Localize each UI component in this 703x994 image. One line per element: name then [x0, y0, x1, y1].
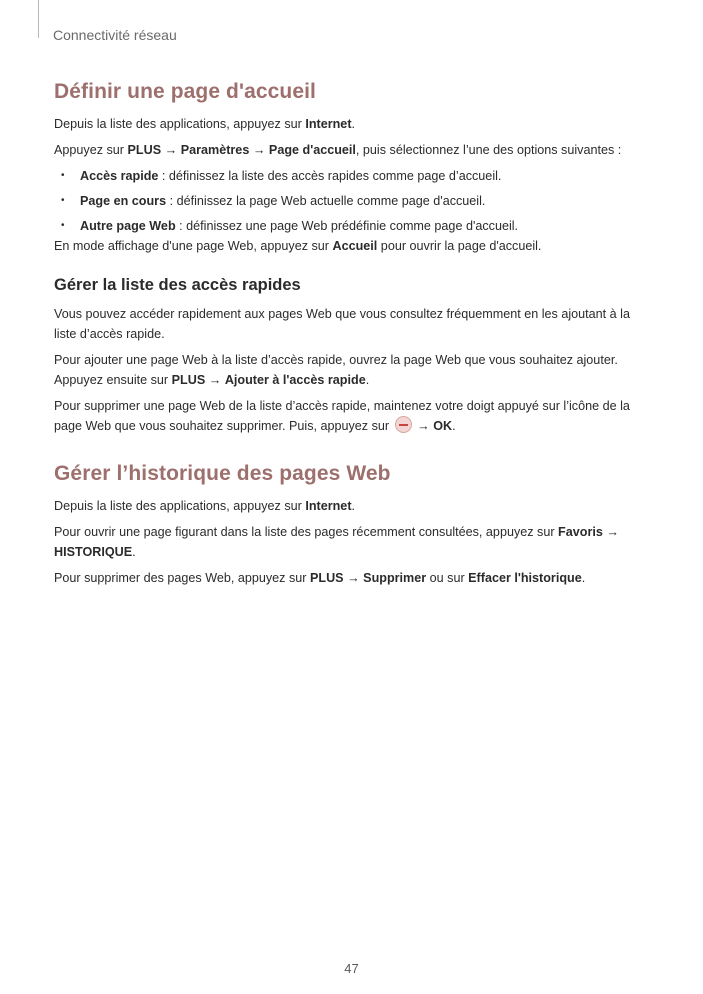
paragraph: Pour ouvrir une page figurant dans la liste des pages récemment consultées, appuyez sur Favoris → HISTORIQUE.	[54, 525, 619, 559]
paragraph: Pour ajouter une page Web à la liste d’accès rapide, ouvrez la page Web que vous souhaitez ajouter. Appuyez ensuite sur PLUS → Ajouter à l'accès rapide.	[54, 353, 618, 387]
paragraph: Depuis la liste des applications, appuyez sur Internet.	[54, 499, 356, 513]
paragraph: Vous pouvez accéder rapidement aux pages Web que vous consultez fréquemment en les ajoutant à la liste d’accès rapide.	[54, 307, 630, 341]
paragraph: En mode affichage d'une page Web, appuyez sur Accueil pour ouvrir la page d'accueil.	[54, 239, 542, 253]
paragraph: Pour supprimer une page Web de la liste d’accès rapide, maintenez votre doigt appuyé sur l’icône de la page Web que vous souhaitez supprimer. Puis, appuyez sur → OK.	[54, 399, 630, 433]
running-header: Connectivité réseau	[53, 27, 177, 43]
list-item: • Accès rapide : définissez la liste des accès rapides comme page d’accueil.	[54, 166, 650, 186]
page-number: 47	[344, 961, 359, 976]
list-item: • Autre page Web : définissez une page Web prédéfinie comme page d'accueil.	[54, 216, 650, 236]
subsection-title-quick-access: Gérer la liste des accès rapides	[54, 276, 301, 294]
paragraph: Appuyez sur PLUS → Paramètres → Page d'accueil, puis sélectionnez l’une des options suivantes :	[54, 143, 622, 157]
options-list	[54, 166, 650, 236]
paragraph: Pour supprimer des pages Web, appuyez sur PLUS → Supprimer ou sur Effacer l'historique.	[54, 571, 586, 585]
list-item: • Page en cours : définissez la page Web actuelle comme page d'accueil.	[54, 191, 650, 211]
section-title-history: Gérer l’historique des pages Web	[54, 462, 391, 485]
remove-minus-icon	[395, 416, 412, 433]
section-title-homepage: Définir une page d'accueil	[54, 80, 316, 103]
header-rule	[38, 0, 39, 38]
paragraph: Depuis la liste des applications, appuyez sur Internet.	[54, 117, 356, 131]
page-content	[54, 80, 650, 594]
